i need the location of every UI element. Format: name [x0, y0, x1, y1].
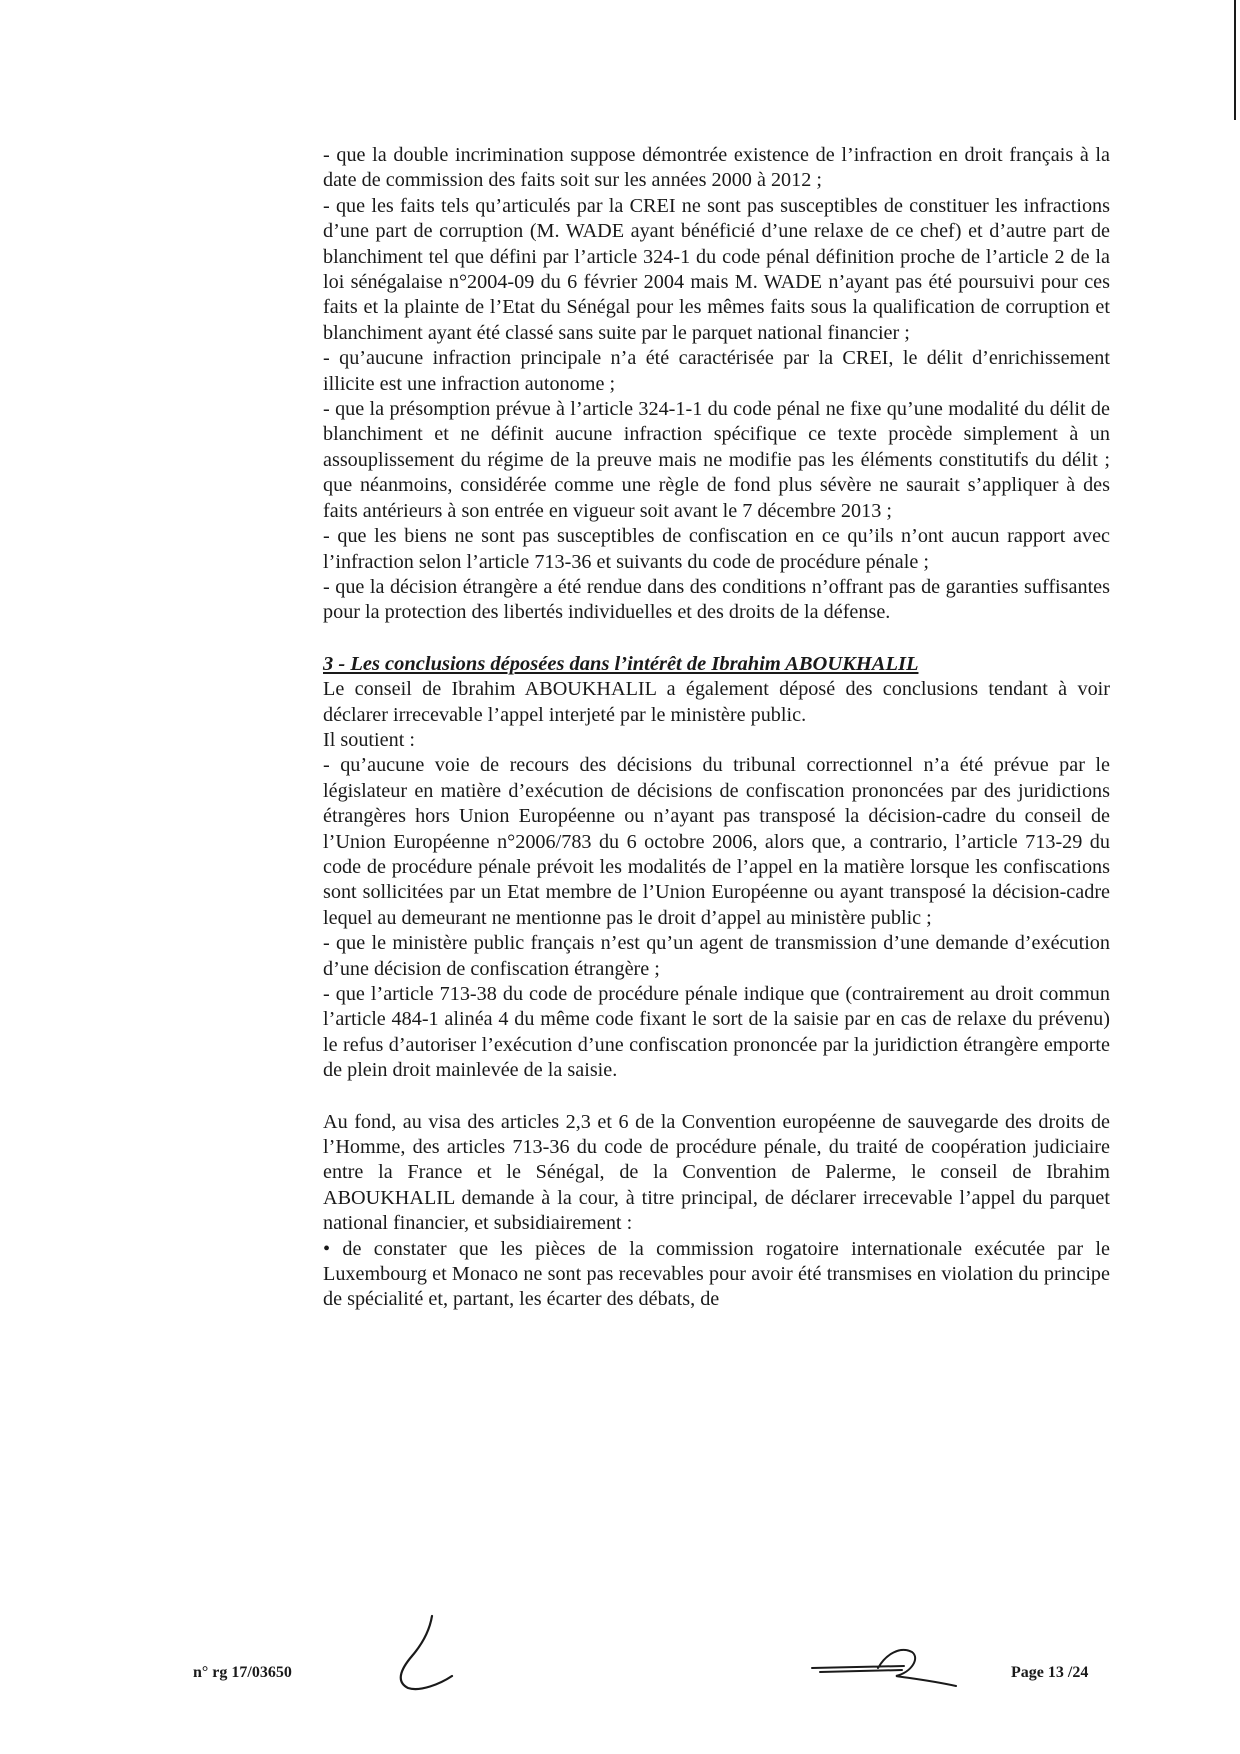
- bullet-item: • de constater que les pièces de la commission rogatoire internationale exécutée par le Luxembourg et Monaco ne sont pas recevables pour avoir été transmises en violation du principe de spécialité et, partant, les écarter des débats, de: [323, 1237, 1110, 1311]
- list-item: - que les faits tels qu’articulés par la CREI ne sont pas susceptibles de constituer les infractions d’une part de corruption (M. WADE ayant bénéficié d’une relaxe de ce chef) et d’autre part de blanchiment tel que défini par l’article 324-1 du code pénal définition proche de l’article 2 de la loi sénégalaise n°2004-09 du 6 février 2004 mais M. WADE n’ayant pas été poursuivi pour ces faits et la plainte de l’Etat du Sénégal pour les mêmes faits sous la qualification de corruption et blanchiment ayant été classé sans suite par le parquet national financier ;: [323, 194, 1110, 344]
- arguments-list-wade: [323, 143, 1110, 626]
- body-text: [323, 143, 1110, 1313]
- section-heading: 3 - Les conclusions déposées dans l’intérêt de Ibrahim ABOUKHALIL: [323, 652, 919, 675]
- page-number: Page 13 /24: [1011, 1664, 1089, 1681]
- signature-icon: [808, 1640, 968, 1696]
- list-item: - qu’aucune infraction principale n’a été caractérisée par la CREI, le délit d’enrichissement illicite est une infraction autonome ;: [323, 347, 1110, 395]
- list-item: - que la présomption prévue à l’article 324-1-1 du code pénal ne fixe qu’une modalité du délit de blanchiment et ne définit aucune infraction spécifique ce texte procède simplement à un assouplissement du régime de la preuve mais ne modifie pas les éléments constitutifs du délit ; que néanmoins, considérée comme une règle de fond plus sévère ne saurait s’appliquer à des faits antérieurs à son entrée en vigueur soit avant le 7 décembre 2013 ;: [323, 398, 1110, 522]
- list-item: - que l’article 713-38 du code de procédure pénale indique que (contrairement au droit commun l’article 484-1 alinéa 4 du même code fixant le sort de la saisie par en cas de relaxe du prévenu) le refus d’autoriser l’exécution d’une confiscation prononcée par la juridiction étrangère emporte de plein droit mainlevée de la saisie.: [323, 983, 1110, 1082]
- list-item: - que les biens ne sont pas susceptibles de confiscation en ce qu’ils n’ont aucun rapport avec l’infraction selon l’article 713-36 et suivants du code de procédure pénale ;: [323, 525, 1110, 573]
- paragraph-fond: Au fond, au visa des articles 2,3 et 6 de la Convention européenne de sauvegarde des droits de l’Homme, des articles 713-36 du code de procédure pénale, du traité de coopération judiciaire entre la France et le Sénégal, de la Convention de Palerme, le conseil de Ibrahim ABOUKHALIL demande à la cour, à titre principal, de déclarer irrecevable l’appel du parquet national financier, et subsidiairement :: [323, 1110, 1110, 1235]
- soutient-label: Il soutient :: [323, 728, 415, 751]
- list-item: - qu’aucune voie de recours des décisions du tribunal correctionnel n’a été prévue par le législateur en matière d’exécution de décisions de confiscation prononcées par des juridictions étrangères hors Union Européenne ou n’ayant pas transposé la décision-cadre du conseil de l’Union Européenne n°2006/783 du 6 octobre 2006, alors que, a contrario, l’article 713-29 du code de procédure pénale prévoit les modalités de l’appel en la matière lorsque les confiscations sont sollicitées par un Etat membre de l’Union Européenne ou ayant transposé la décision-cadre lequel au demeurant ne mentionne pas le droit d’appel au ministère public ;: [323, 754, 1110, 929]
- list-item: - que la décision étrangère a été rendue dans des conditions n’offrant pas de garanties suffisantes pour la protection des libertés individuelles et des droits de la défense.: [323, 575, 1110, 624]
- arguments-list-aboukhalil: [323, 728, 1110, 1084]
- case-number: n° rg 17/03650: [193, 1664, 292, 1681]
- scan-edge-mark: [1234, 0, 1236, 120]
- paragraph-intro: Le conseil de Ibrahim ABOUKHALIL a également déposé des conclusions tendant à voir déclarer irrecevable l’appel interjeté par le ministère public.: [323, 678, 1110, 726]
- initials-signature-icon: [390, 1612, 480, 1702]
- list-item: - que le ministère public français n’est qu’un agent de transmission d’une demande d’exécution d’une décision de confiscation étrangère ;: [323, 932, 1110, 980]
- list-item: - que la double incrimination suppose démontrée existence de l’infraction en droit français à la date de commission des faits soit sur les années 2000 à 2012 ;: [323, 144, 1110, 192]
